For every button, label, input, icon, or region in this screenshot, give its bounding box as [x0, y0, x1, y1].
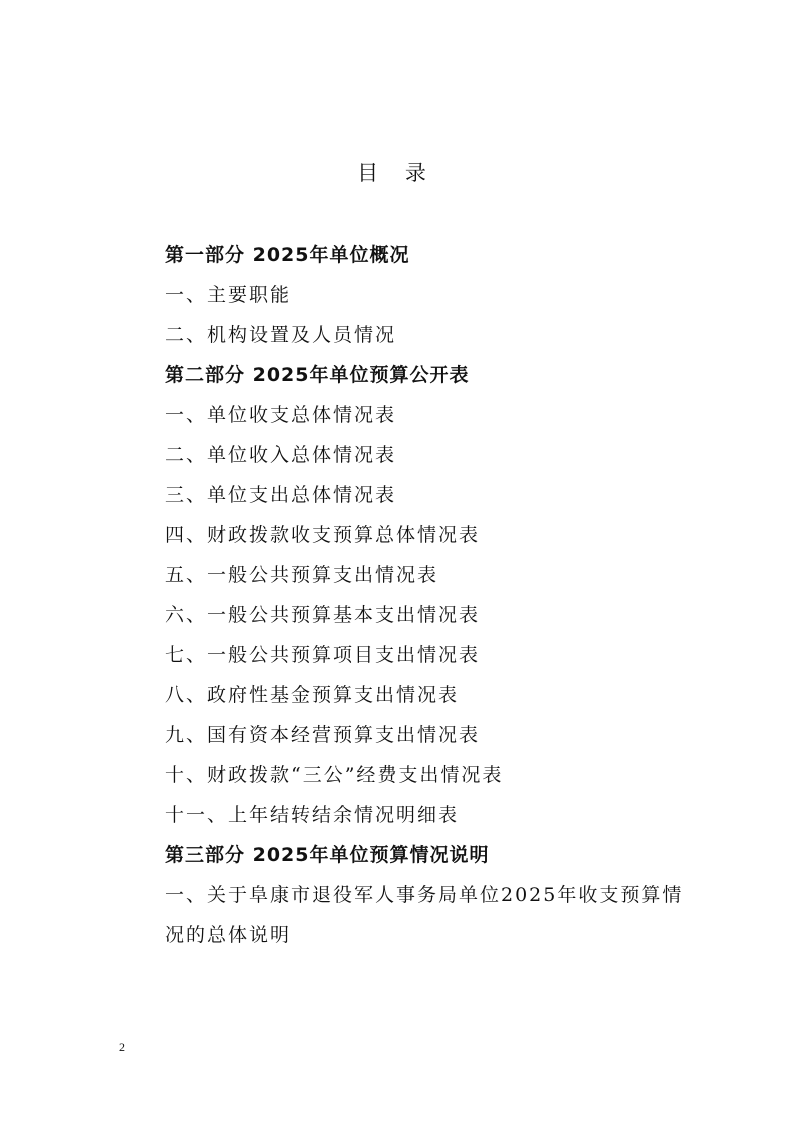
toc-item[interactable]: 五、一般公共预算支出情况表	[165, 564, 439, 586]
toc-item[interactable]: 六、一般公共预算基本支出情况表	[165, 604, 481, 626]
toc-item[interactable]: 四、财政拨款收支预算总体情况表	[165, 524, 481, 546]
toc-part-2-heading[interactable]: 第二部分 2025年单位预算公开表	[165, 364, 470, 386]
toc-item[interactable]	[108, 875, 688, 955]
toc-item[interactable]: 七、一般公共预算项目支出情况表	[165, 644, 481, 666]
toc-item[interactable]: 九、国有资本经营预算支出情况表	[165, 724, 481, 746]
toc-part-1-heading[interactable]: 第一部分 2025年单位概况	[165, 244, 410, 266]
toc-item[interactable]: 一、单位收支总体情况表	[165, 404, 397, 426]
page-number: 2	[119, 1040, 125, 1054]
toc-item[interactable]: 二、单位收入总体情况表	[165, 444, 397, 466]
toc-item-text: 一、关于阜康市退役军人事务局单位2025年收支预算情况的总体说明	[165, 884, 684, 946]
toc-item[interactable]: 八、政府性基金预算支出情况表	[165, 684, 460, 706]
toc-item[interactable]: 十一、上年结转结余情况明细表	[165, 804, 460, 826]
page-title: 目 录	[357, 161, 436, 185]
table-of-contents	[108, 235, 688, 955]
toc-item[interactable]: 十、财政拨款“三公”经费支出情况表	[165, 764, 504, 786]
toc-item[interactable]: 二、机构设置及人员情况	[165, 324, 397, 346]
toc-part-3-heading[interactable]: 第三部分 2025年单位预算情况说明	[165, 844, 490, 866]
toc-item[interactable]: 一、主要职能	[165, 284, 292, 306]
toc-item[interactable]: 三、单位支出总体情况表	[165, 484, 397, 506]
